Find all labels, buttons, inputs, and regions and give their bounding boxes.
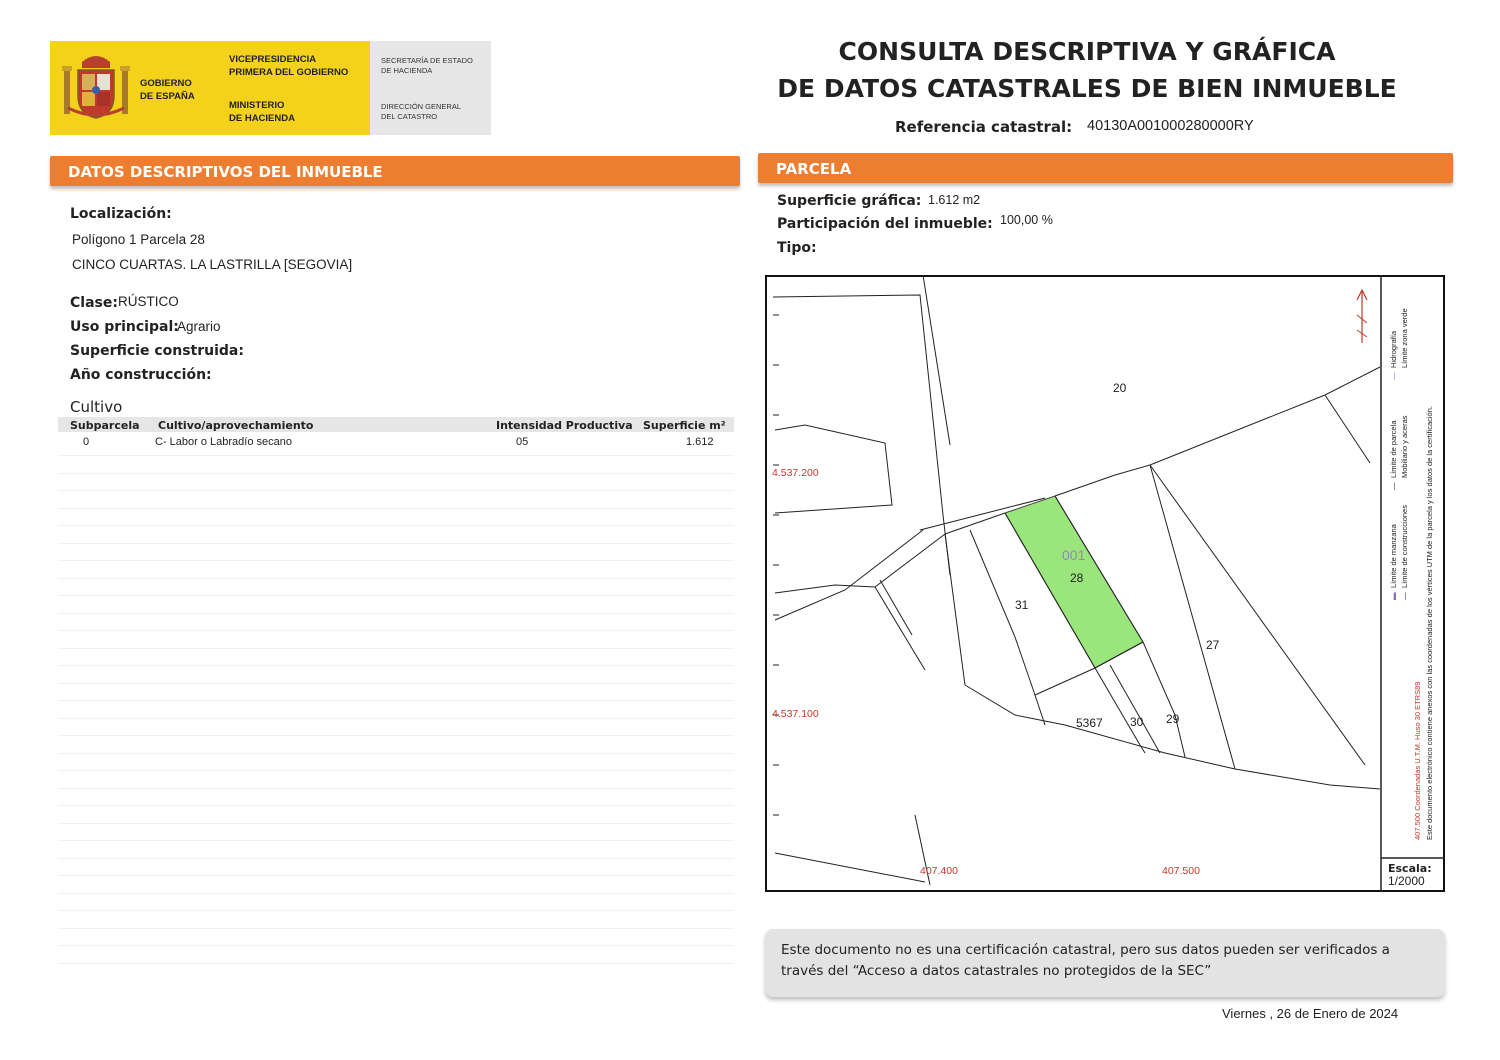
coord-y-top: 4.537.200 bbox=[772, 467, 819, 479]
crop-title: Cultivo bbox=[70, 398, 123, 416]
crop-table-empty-row bbox=[58, 928, 734, 929]
map-label-001: 001 bbox=[1062, 547, 1086, 563]
legend-item-5: Hidrografía bbox=[1389, 330, 1398, 368]
legend-block-limit-icon: ▬ bbox=[1389, 592, 1398, 600]
crop-table-empty-row bbox=[58, 508, 734, 509]
participation-label: Participación del inmueble: bbox=[777, 216, 993, 232]
page-title-line1: CONSULTA DESCRIPTIVA Y GRÁFICA bbox=[838, 37, 1336, 66]
map-legend bbox=[1389, 280, 1441, 840]
map-label-29: 29 bbox=[1166, 712, 1180, 726]
coat-of-arms-icon bbox=[60, 52, 132, 124]
class-label: Clase: bbox=[70, 295, 118, 311]
crop-table-empty-row bbox=[58, 613, 734, 614]
secretariat-line2: DE HACIENDA bbox=[381, 66, 433, 75]
legend-doc-note: Este documento electrónico contiene anexos con las coordenadas de los vértices UTM de la parcela y los datos de la certificación. bbox=[1425, 406, 1434, 840]
legend-item-1: Límite de manzana bbox=[1389, 524, 1398, 588]
disclaimer-line1: Este documento no es una certificación catastral, pero sus datos pueden ser verificados a bbox=[781, 942, 1390, 958]
legend-coords-note: 407.500 Coordenadas U.T.M. Huso 30 ETRS89 bbox=[1413, 681, 1422, 840]
legend-construction-icon: — bbox=[1400, 592, 1409, 600]
legend-item-6: Límite zona verde bbox=[1400, 308, 1409, 368]
crop-table-empty-row bbox=[58, 805, 734, 806]
location-label: Localización: bbox=[70, 206, 172, 222]
crop-table-empty-row bbox=[58, 578, 734, 579]
ministry-line2: DE HACIENDA bbox=[229, 113, 295, 124]
crop-table-empty-row bbox=[58, 858, 734, 859]
crop-col-crop: Cultivo/aprovechamiento bbox=[158, 419, 314, 432]
legend-item-2: Límite de parcela bbox=[1389, 420, 1398, 478]
crop-table-empty-row bbox=[58, 840, 734, 841]
crop-table-empty-row bbox=[58, 875, 734, 876]
crop-table-empty-row bbox=[58, 560, 734, 561]
map-label-20: 20 bbox=[1113, 381, 1127, 395]
crop-table-empty-row bbox=[58, 893, 734, 894]
crop-table-empty-row bbox=[58, 543, 734, 544]
crop-table-empty-row bbox=[58, 700, 734, 701]
gov-line1: GOBIERNO bbox=[140, 78, 192, 89]
crop-table-empty-row bbox=[58, 525, 734, 526]
crop-col-intensity: Intensidad Productiva bbox=[496, 419, 633, 432]
parcel-section-header: PARCELA bbox=[758, 153, 1453, 183]
graphic-area-value: 1.612 m2 bbox=[928, 193, 981, 207]
crop-table-empty-row bbox=[58, 630, 734, 631]
legend-item-4: Mobiliario y aceras bbox=[1400, 415, 1409, 478]
page-title-line2: DE DATOS CATASTRALES DE BIEN INMUEBLE bbox=[777, 74, 1397, 103]
crop-table-empty-row bbox=[58, 473, 734, 474]
scale-label: Escala: bbox=[1388, 862, 1432, 875]
crop-col-area: Superficie m² bbox=[643, 419, 726, 432]
coord-x-right: 407.500 bbox=[1162, 865, 1200, 877]
type-label: Tipo: bbox=[777, 240, 817, 256]
direction-line2: DEL CATASTRO bbox=[381, 112, 438, 121]
reference-value: 40130A001000280000RY bbox=[1087, 118, 1254, 134]
crop-table-empty-row bbox=[58, 595, 734, 596]
map-label-5367: 5367 bbox=[1076, 716, 1103, 730]
crop-table-empty-row bbox=[58, 455, 734, 456]
disclaimer-box bbox=[765, 929, 1445, 997]
crop-table-empty-row bbox=[58, 910, 734, 911]
crop-row-area: 1.612 bbox=[686, 436, 714, 448]
participation-value: 100,00 % bbox=[1000, 213, 1053, 227]
built-area-label: Superficie construida: bbox=[70, 343, 244, 359]
vice-line2: PRIMERA DEL GOBIERNO bbox=[229, 67, 349, 78]
crop-col-subparcel: Subparcela bbox=[70, 419, 140, 432]
crop-table-empty-row bbox=[58, 735, 734, 736]
class-value: RÚSTICO bbox=[118, 294, 179, 309]
crop-table-empty-row bbox=[58, 770, 734, 771]
scale-value: 1/2000 bbox=[1388, 874, 1425, 888]
crop-table-empty-row bbox=[58, 823, 734, 824]
crop-table-empty-row bbox=[58, 683, 734, 684]
direction-line1: DIRECCIÓN GENERAL bbox=[381, 102, 462, 111]
crop-row-subparcel: 0 bbox=[83, 436, 90, 448]
crop-table-empty-row bbox=[58, 945, 734, 946]
legend-item-3: Límite de construcciones bbox=[1400, 505, 1409, 588]
coord-y-bottom: 4.537.100 bbox=[772, 708, 819, 720]
cadastral-map-drawing bbox=[765, 275, 1445, 892]
crop-table-empty-row bbox=[58, 665, 734, 666]
crop-table-empty-row bbox=[58, 963, 734, 964]
crop-table-empty-row bbox=[58, 788, 734, 789]
disclaimer-line2: través del “Acceso a datos catastrales no protegidos de la SEC” bbox=[781, 963, 1212, 979]
secretariat-line1: SECRETARÍA DE ESTADO bbox=[381, 56, 473, 65]
document-date: Viernes , 26 de Enero de 2024 bbox=[1222, 1006, 1399, 1021]
map-label-30: 30 bbox=[1130, 715, 1144, 729]
crop-table-empty-row bbox=[58, 753, 734, 754]
crop-row-crop: C- Labor o Labradío secano bbox=[155, 436, 292, 448]
map-label-31: 31 bbox=[1015, 598, 1029, 612]
legend-hydro-icon: — bbox=[1389, 372, 1398, 380]
crop-table-empty-row bbox=[58, 718, 734, 719]
gov-line2: DE ESPAÑA bbox=[140, 91, 195, 102]
main-use-label: Uso principal: bbox=[70, 319, 179, 335]
location-line1: Polígono 1 Parcela 28 bbox=[72, 232, 205, 247]
crop-row-intensity: 05 bbox=[516, 436, 529, 448]
ministry-line1: MINISTERIO bbox=[229, 100, 285, 111]
vice-line1: VICEPRESIDENCIA bbox=[229, 54, 317, 65]
reference-label: Referencia catastral: bbox=[895, 118, 1073, 136]
legend-parcel-limit-icon: — bbox=[1389, 482, 1398, 490]
main-use-value: Agrario bbox=[177, 319, 221, 334]
crop-table-empty-row bbox=[58, 490, 734, 491]
construction-year-label: Año construcción: bbox=[70, 367, 212, 383]
graphic-area-label: Superficie gráfica: bbox=[777, 193, 922, 209]
descriptive-section-header: DATOS DESCRIPTIVOS DEL INMUEBLE bbox=[50, 156, 740, 186]
coord-x-left: 407.400 bbox=[920, 865, 958, 877]
map-label-27: 27 bbox=[1206, 638, 1220, 652]
location-line2: CINCO CUARTAS. LA LASTRILLA [SEGOVIA] bbox=[72, 257, 353, 272]
crop-table-empty-row bbox=[58, 648, 734, 649]
map-label-28: 28 bbox=[1070, 571, 1084, 585]
